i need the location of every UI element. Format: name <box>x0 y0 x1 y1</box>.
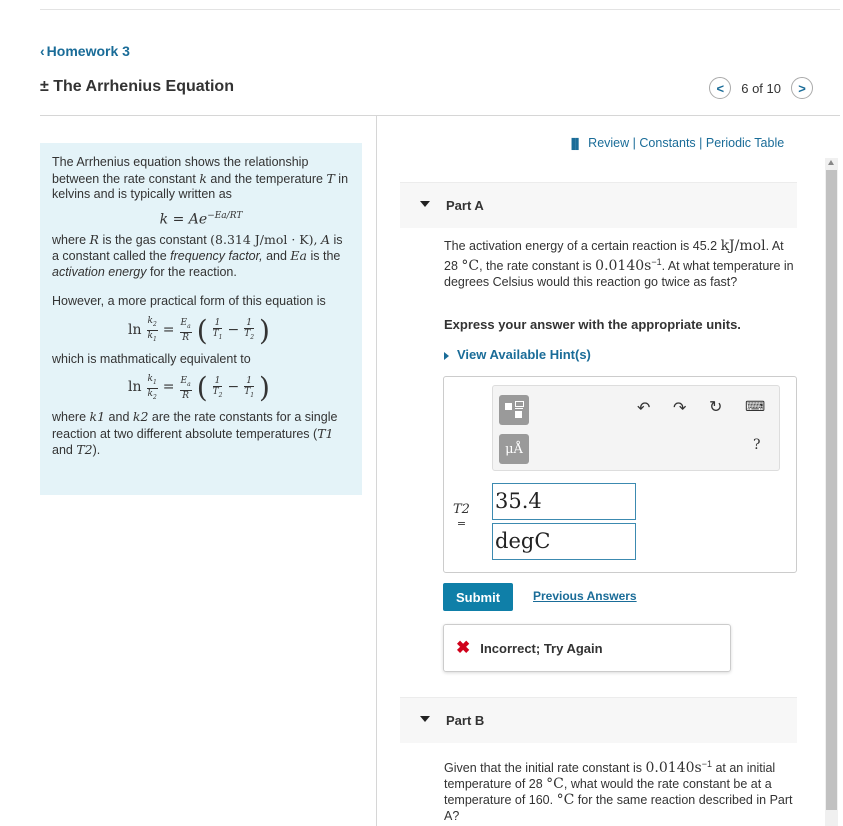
var-T1: T1 <box>317 425 334 441</box>
def-text-6: for the reaction. <box>150 264 237 279</box>
q-rate-constant: 0.0140s <box>595 258 652 275</box>
var-T2: T2 <box>76 442 93 458</box>
equation-form-2: ln $\frac{k_1}{k_2}$ = $\frac{E_a}{R}$ ( $\frac{1}{T_2}$ − $\frac{1}{T_1}$ ) <box>128 371 270 405</box>
equation-form-1: ln $\frac{k_2}{k_1}$ = $\frac{E_a}{R}$ ( $\frac{1}{T_1}$ − $\frac{1}{T_2}$ ) <box>128 313 270 347</box>
q-text-4: . At what temperature in degrees Celsius would this reaction go twice as fast? <box>444 259 794 290</box>
def-text-5: is the <box>310 249 341 264</box>
scroll-up-icon[interactable] <box>828 160 834 165</box>
q-rate-constant: 0.0140s <box>645 760 702 777</box>
rc-text-3: are the rate constants for a single reaction at two different absolute temperatures ( <box>52 410 338 441</box>
instructions-text: Express your answer with the appropriate units. <box>444 317 741 332</box>
equals-sign: = <box>456 517 467 530</box>
var-A: A <box>320 231 331 247</box>
def-text-4: and <box>266 249 287 264</box>
part-b-question <box>444 756 799 824</box>
q-unit-kjmol: kJ/mol <box>720 238 766 254</box>
submit-button[interactable]: Submit <box>443 583 513 611</box>
link-separator: | <box>699 136 703 150</box>
undo-icon[interactable]: ↶ <box>637 400 651 417</box>
top-divider <box>40 9 840 10</box>
q-exponent: −1 <box>651 257 662 267</box>
def-text-2: is the gas constant <box>102 232 207 247</box>
q-text: The activation energy of a certain reaction is 45.2 <box>444 239 718 253</box>
chevron-left-icon: ‹ <box>40 43 45 59</box>
q-text-3: , what would the rate constant be at a temperature of 160. <box>444 777 772 808</box>
header-divider <box>40 115 840 116</box>
feedback-text: Incorrect; Try Again <box>480 640 603 656</box>
book-icon: ▐▌ <box>568 139 583 150</box>
part-a-question: The activation energy of a certain reaction is 45.2 kJ/mol. At 28 °C, the rate constant is $0.0140s^{-1}$. At what temperature in degrees Celsius would this reaction go twice as fast? <box>444 238 794 290</box>
hint-label: View Available Hint(s) <box>457 347 591 362</box>
collapse-triangle-icon <box>420 201 430 207</box>
previous-answers-link[interactable]: Previous Answers <box>533 589 637 603</box>
template-button[interactable] <box>499 395 529 425</box>
q-text: Given that the initial rate constant is <box>444 761 643 776</box>
keyboard-icon[interactable]: ⌨ <box>745 398 766 414</box>
def-text: where <box>52 232 87 247</box>
redo-icon[interactable]: ↷ <box>673 400 687 417</box>
var-T: T <box>326 170 335 186</box>
periodic-table-link[interactable]: Periodic Table <box>705 136 785 150</box>
intro-text-3: in kelvins and is typically written as <box>52 171 349 201</box>
q-unit-c: °C <box>461 258 480 275</box>
intro-panel <box>40 143 362 495</box>
value-input[interactable]: 35.4 <box>492 483 636 520</box>
link-separator: | <box>632 136 636 150</box>
var-k1: k1 <box>89 409 106 425</box>
intro-text-2: and the temperature <box>210 171 323 186</box>
part-a-header[interactable] <box>400 182 797 228</box>
rc-text-5: ). <box>92 443 101 458</box>
equation-exponent: −Ea/RT <box>207 210 243 221</box>
rc-text: where <box>52 410 87 425</box>
scrollbar-thumb[interactable] <box>826 170 837 810</box>
definitions-paragraph <box>52 232 350 281</box>
practical-form-text: However, a more practical form of this equation is <box>52 294 326 309</box>
frequency-factor-term: frequency factor, <box>170 249 263 264</box>
gas-constant-value: (8.314 J/mol · K), <box>210 231 318 247</box>
q-text-2: at an initial temperature of 28 <box>444 761 776 792</box>
units-input[interactable]: degC <box>492 523 636 560</box>
collapse-triangle-icon <box>420 716 430 722</box>
expand-triangle-icon <box>444 352 449 360</box>
variable-label <box>453 503 470 531</box>
back-link[interactable] <box>40 43 130 59</box>
equivalent-text: which is mathmatically equivalent to <box>52 351 251 366</box>
incorrect-x-icon: ✖ <box>456 638 471 657</box>
previous-item-button[interactable] <box>709 77 731 99</box>
answer-panel <box>443 376 797 573</box>
var-k2: k2 <box>132 409 149 425</box>
resource-links <box>568 136 784 150</box>
var-Ea: Ea <box>290 248 307 264</box>
equation-main: k = Ae <box>159 211 208 228</box>
scrollbar[interactable] <box>825 158 838 826</box>
template-icon <box>505 401 523 419</box>
def-text-3: is a constant called the <box>52 232 343 264</box>
column-divider <box>376 116 377 826</box>
pagination <box>709 75 813 101</box>
rc-text-2: and <box>108 410 130 425</box>
arrhenius-equation <box>52 209 350 228</box>
back-label: Homework 3 <box>46 43 130 59</box>
q-unit-c: °C <box>546 776 564 793</box>
var-t2: T2 <box>453 502 470 517</box>
next-item-button[interactable] <box>791 77 813 99</box>
part-b-header[interactable] <box>400 697 797 743</box>
intro-paragraph <box>52 155 350 203</box>
var-k: k <box>199 170 207 186</box>
q-unit-c-2: °C <box>556 792 575 809</box>
constants-link[interactable]: Constants <box>639 136 696 150</box>
q-text-4: for the same reaction described in Part A? <box>444 793 793 824</box>
q-text-2: At 28 <box>444 239 784 274</box>
rc-text-4: and <box>52 443 73 458</box>
help-icon[interactable]: ? <box>753 437 761 453</box>
review-link[interactable]: Review <box>588 136 630 150</box>
units-icon: μÅ <box>505 441 523 457</box>
chevron-left-icon: < <box>716 80 725 96</box>
feedback-message <box>443 624 731 672</box>
part-a-label: Part A <box>446 198 484 213</box>
units-button[interactable] <box>499 434 529 464</box>
reset-icon[interactable]: ↻ <box>709 399 723 416</box>
q-exponent: −1 <box>701 759 712 769</box>
q-text-3: , the rate constant is <box>479 259 592 274</box>
rate-constants-paragraph <box>52 409 350 459</box>
page-title: ± The Arrhenius Equation <box>40 78 234 95</box>
page-indicator: 6 of 10 <box>741 80 781 96</box>
chevron-right-icon: > <box>798 80 806 96</box>
intro-text: The Arrhenius equation shows the relationship between the rate constant <box>52 155 309 186</box>
view-hints-link[interactable] <box>444 347 591 362</box>
activation-energy-term: activation energy <box>52 264 147 279</box>
var-R: R <box>89 231 99 247</box>
part-b-label: Part B <box>446 713 485 728</box>
math-toolbar <box>492 385 780 471</box>
